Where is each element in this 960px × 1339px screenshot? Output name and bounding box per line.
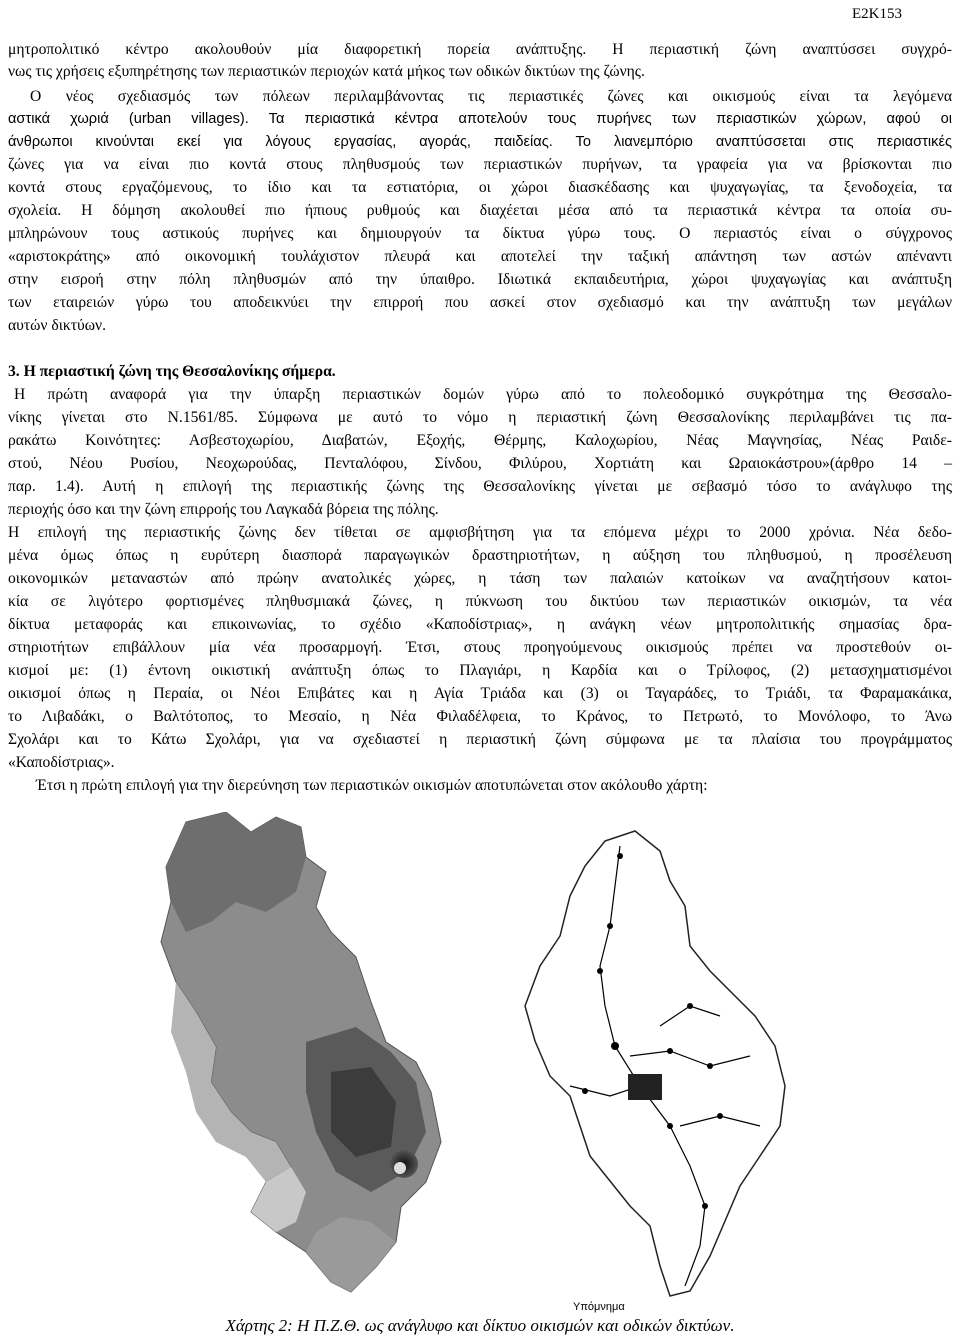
settlement-dot <box>667 1048 673 1054</box>
text-line: στού, Νέου Ρυσίου, Νεοχωρούδας, Πενταλόφου, Σίνδου, Φιλύρου, Χορτιάτη και Ωραιοκάστρου»(άρθρο 14 – <box>8 455 952 472</box>
text-line: μπληρώνουν τους αστικούς πυρήνες και δημιουργούν τα δίκτυα γύρω τους. Ο περιαστός είναι ο σύγχρονος <box>8 225 952 242</box>
text-line: Έτσι η πρώτη επιλογή για την διερεύνηση των περιαστικών οικισμών αποτυπώνεται στον ακόλουθο χάρτη: <box>36 777 708 794</box>
text-line: σχολεία. Η δόμηση ακολουθεί πιο ήπιους ρυθμούς και διαχέεται μέσα από τα περιαστικά κέντρα τα οποία συ- <box>8 202 952 219</box>
settlement-dot <box>607 923 613 929</box>
text-line: κοντά στους εργαζόμενους, το ίδιο και τα εστιατόρια, οι χώροι διασκέδασης και ψυχαγωγίας, τα ξενοδοχεία, τα <box>8 179 952 196</box>
text-line: περιοχής όσο και την ζώνη επιρροής του Λαγκαδά βόρεια της πόλης. <box>8 501 439 518</box>
text-line: Ο νέος σχεδιασμός των πόλεων περιλαμβάνοντας τις περιαστικές ζώνες και οικισμούς είναι τα λεγόμενα <box>30 88 952 105</box>
text-line: ζώνες για να είναι πιο κοντά στους πληθυσμούς των περιαστικών πυρήνων, τα γραφεία για να βρίσκονται πιο <box>8 156 952 173</box>
text-line: Η επιλογή της περιαστικής ζώνης δεν τίθεται σε αμφισβήτηση για τα επόμενα μέχρι το 2000 χρόνια. Νέα δεδο- <box>8 524 952 541</box>
text-line: νίκης γίνεται στο Ν.1561/85. Σύμφωνα με αυτό το νόμο η περιαστική ζώνη Θεσσαλονίκης περιλαμβάνει τις πα- <box>8 409 952 426</box>
section-heading: 3. Η περιαστική ζώνη της Θεσσαλονίκης σήμερα. <box>8 363 336 380</box>
text-line: αστικά χωριά (urban villages). Τα περιαστικά κέντρα αποτελούν τους πυρήνες των περιαστικών χώρων, αφού οι <box>8 111 952 127</box>
text-line: «Καποδίστριας». <box>8 754 115 771</box>
text-line: των εταιρειών γύρω του αποδεικνύει την επιρροή που ασκεί στον σχεδιασμό και την ανάπτυξη των μεγάλων <box>8 294 952 311</box>
settlement-dot <box>707 1063 713 1069</box>
settlement-dot <box>611 1042 619 1050</box>
page-code: Ε2Κ153 <box>852 6 902 22</box>
text-line: το Λιβαδάκι, ο Βαλτότοπος, το Μεσαίο, η Νέα Φιλαδέλφεια, το Κράνος, το Πετρωτό, το Μονόλοφο, το Άνω <box>8 708 952 725</box>
figure-caption: Χάρτης 2: Η Π.Ζ.Θ. ως ανάγλυφο και δίκτυο οικισμών και οδικών δικτύων. <box>225 1316 735 1335</box>
text-line: νως τις χρήσεις εξυπηρέτησης των περιαστικών περιοχών κατά μήκος των οδικών δικτύων της ζώνης. <box>8 63 645 80</box>
settlement-dot <box>687 1003 693 1009</box>
settlement-dot <box>702 1203 708 1209</box>
text-line: κισμοί με: (1) έντονη οικιστική ανάπτυξη όπως το Πλαγιάρι, η Καρδία και ο Τρίλοφος, (2) μετασχηματισμένοι <box>8 662 952 679</box>
network-map <box>510 826 800 1304</box>
text-line: δίκτυα μεταφοράς και επικοινωνίας, το σχέδιο «Καποδίστριας», η ανάγκη νέων μητροπολιτικής σημασίας δρα- <box>8 616 952 633</box>
text-line: οικισμοί όπως η Περαία, οι Νέοι Επιβάτες και η Αγία Τριάδα και (3) οι Ταγαράδες, το Τριάδι, τα Φαραμακάικα, <box>8 685 952 702</box>
text-line: Η πρώτη αναφορά για την ύπαρξη περιαστικών δομών γύρω από το πολεοδομικό συγκρότημα της Θεσσαλο- <box>14 386 952 403</box>
urban-core <box>628 1074 662 1100</box>
peak-highlight <box>394 1162 406 1174</box>
text-line: στην εισροή στην πόλη πληθυσμών από την ύπαιθρο. Ιδιωτικά εκπαιδευτήρια, χώροι ψυχαγωγίας και ανάπτυξη <box>8 271 952 288</box>
settlement-dot <box>617 853 623 859</box>
text-line: στηριοτήτων επιβάλλουν μία νέα προσαρμογή. Έτσι, στους προηγούμενους οικισμούς πρέπει να προστεθούν οι- <box>8 639 952 656</box>
text-line: οικονομικών μεταναστών από πρώην ανατολικές χώρες, η τάση των παλαιών κατοίκων να αναζητήσουν κατοι- <box>8 570 952 587</box>
text-line: «αριστοκράτης» από οικονομική τουλάχιστον πλευρά και αποτελεί την ταξική απάντηση των αστών απέναντι <box>8 248 952 265</box>
text-line: ρακάτω Κοινότητες: Ασβεστοχωρίου, Διαβατών, Εξοχής, Θέρμης, Καλοχωρίου, Νέας Μαγνησίας, Νέας Ραιδε- <box>8 432 952 449</box>
text-line: μένα όμως όπως η ευρύτερη διασπορά παραγωγικών δραστηριοτήτων, η αύξηση του πληθυσμού, η προσέλευση <box>8 547 952 564</box>
text-line: Σχολάρι και το Κάτω Σχολάρι, για να σχεδιαστεί η περιαστική ζώνη σύμφωνα με τα πλαίσια του προγράμματος <box>8 731 952 748</box>
network-outline <box>525 831 785 1296</box>
settlement-dot <box>582 1088 588 1094</box>
text-line: μητροπολιτικό κέντρο ακολουθούν μία διαφορετική πορεία ανάπτυξης. Η περιαστική ζώνη αναπτύσσει συγχρό- <box>8 41 952 58</box>
settlement-dot <box>717 1113 723 1119</box>
settlement-dot <box>667 1123 673 1129</box>
map-legend-label: Υπόμνημα <box>573 1301 625 1313</box>
text-line: αυτών δικτύων. <box>8 317 106 334</box>
text-line: παρ. 1.4). Αυτή η επιλογή της περιαστικής ζώνης της Θεσσαλονίκης γίνεται με σεβασμό τόσο το ανάγλυφο της <box>8 478 952 495</box>
settlement-dot <box>597 968 603 974</box>
relief-map <box>156 812 446 1302</box>
text-line: κία σε λιγότερο φορτισμένες πληθυσμιακά ζώνες, η πύκνωση του δικτύου των περιαστικών οικισμών, τα νέα <box>8 593 952 610</box>
text-line: άνθρωποι κινούνται εκεί για λόγους εργασίας, αγοράς, παιδείας. Το λιανεμπόριο αναπτύσσεται στις περιαστικές <box>8 134 952 150</box>
